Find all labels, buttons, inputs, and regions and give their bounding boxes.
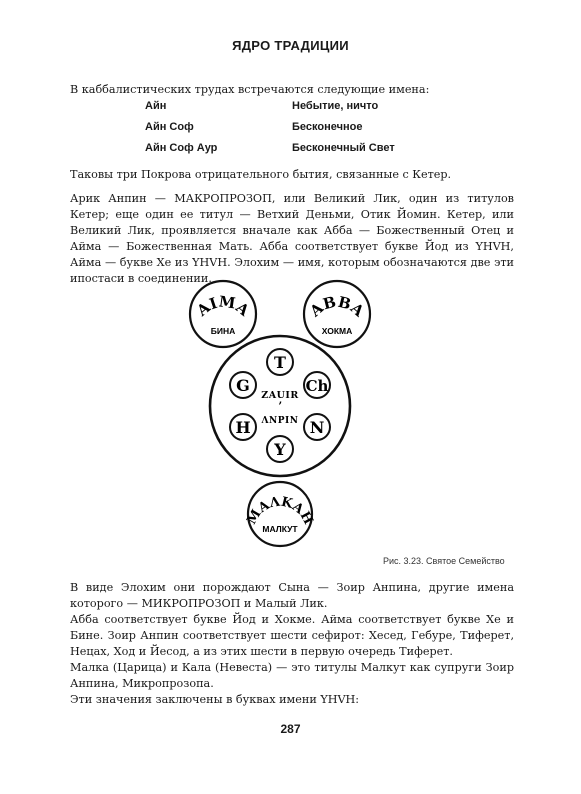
letter-y: Y [274,440,286,459]
paragraph-yhvh: Эти значения заключены в буквах имени YHVH: [70,693,360,706]
bina-label: БИНА [210,326,236,336]
holy-family-figure [150,278,410,548]
yod-mark: ʼ [278,400,282,413]
hokhma-label: ХОКМА [321,326,353,336]
malkut-word: ΜΑΛΚΑΗ [244,494,316,528]
letter-h: H [235,418,251,437]
figure-caption: Рис. 3.23. Святое Семейство [383,556,505,566]
paragraph-arik-anpin: Арик Анпин — МАКРОПРОЗОП, или Великий Лик, один из титулов Кетер; еще один ее титул — Ветхий Деньми, Отик Йомин. Кетер, или Великий Лик, проявляется вначале как Абба — Божественный Отец и Айма — Божественная Мать. Абба соответствует букве Йод из YHVH, Айма — букве Хе из YHVH. Элохим — имя, которым обозначаются две эти ипостаси в соединении. [70,192,514,285]
name-1: Айн [145,100,167,112]
malkut-label: МАЛКУТ [262,524,298,534]
paragraph-abba: Абба соответствует букве Йод и Хокме. Айма соответствует букве Хе и Бине. Зоир Анпин соответствует шести сефирот: Хесед, Гебуре, Тиферет, Нецах, Ход и Йесод, а из этих шести в первую очередь Тиферет. [70,613,514,658]
letter-ch: Ch [305,377,329,395]
anpin-word: ΛΝΡΙΝ [261,416,299,426]
malkut-circle [244,482,315,546]
page-number: 287 [280,722,301,736]
zauir-word: ZAUIR [261,390,299,401]
running-header: ЯДРО ТРАДИЦИИ [232,38,349,53]
letter-t: T [274,353,286,372]
zauir-anpin-circle [210,336,350,476]
meaning-3: Бесконечный Свет [292,142,395,154]
meaning-1: Небытие, ничто [292,100,379,112]
name-2: Айн Соф [145,121,194,133]
hokhma-circle [304,281,370,347]
bina-circle [190,281,256,347]
paragraph-malka: Малка (Царица) и Кала (Невеста) — это титулы Малкут как супруги Зоир Анпина, Микропрозопа. [70,661,514,690]
paragraph-elohim: В виде Элохим они порождают Сына — Зоир Анпина, другие имена которого — МИКРОПРОЗОП и Малый Лик. [70,581,514,610]
meaning-2: Бесконечное [292,121,363,133]
figure-svg [150,278,410,548]
paragraph-veils: Таковы три Покрова отрицательного бытия, связанные с Кетер. [70,168,452,181]
letter-g: G [236,376,250,395]
name-3: Айн Соф Аур [145,142,218,154]
hokhma-word: ΑΒΒΑ [306,292,368,321]
intro-text: В каббалистических трудах встречаются следующие имена: [70,83,430,96]
letter-n: N [309,418,325,437]
bina-word: ΑΙΜΑ [193,292,253,320]
